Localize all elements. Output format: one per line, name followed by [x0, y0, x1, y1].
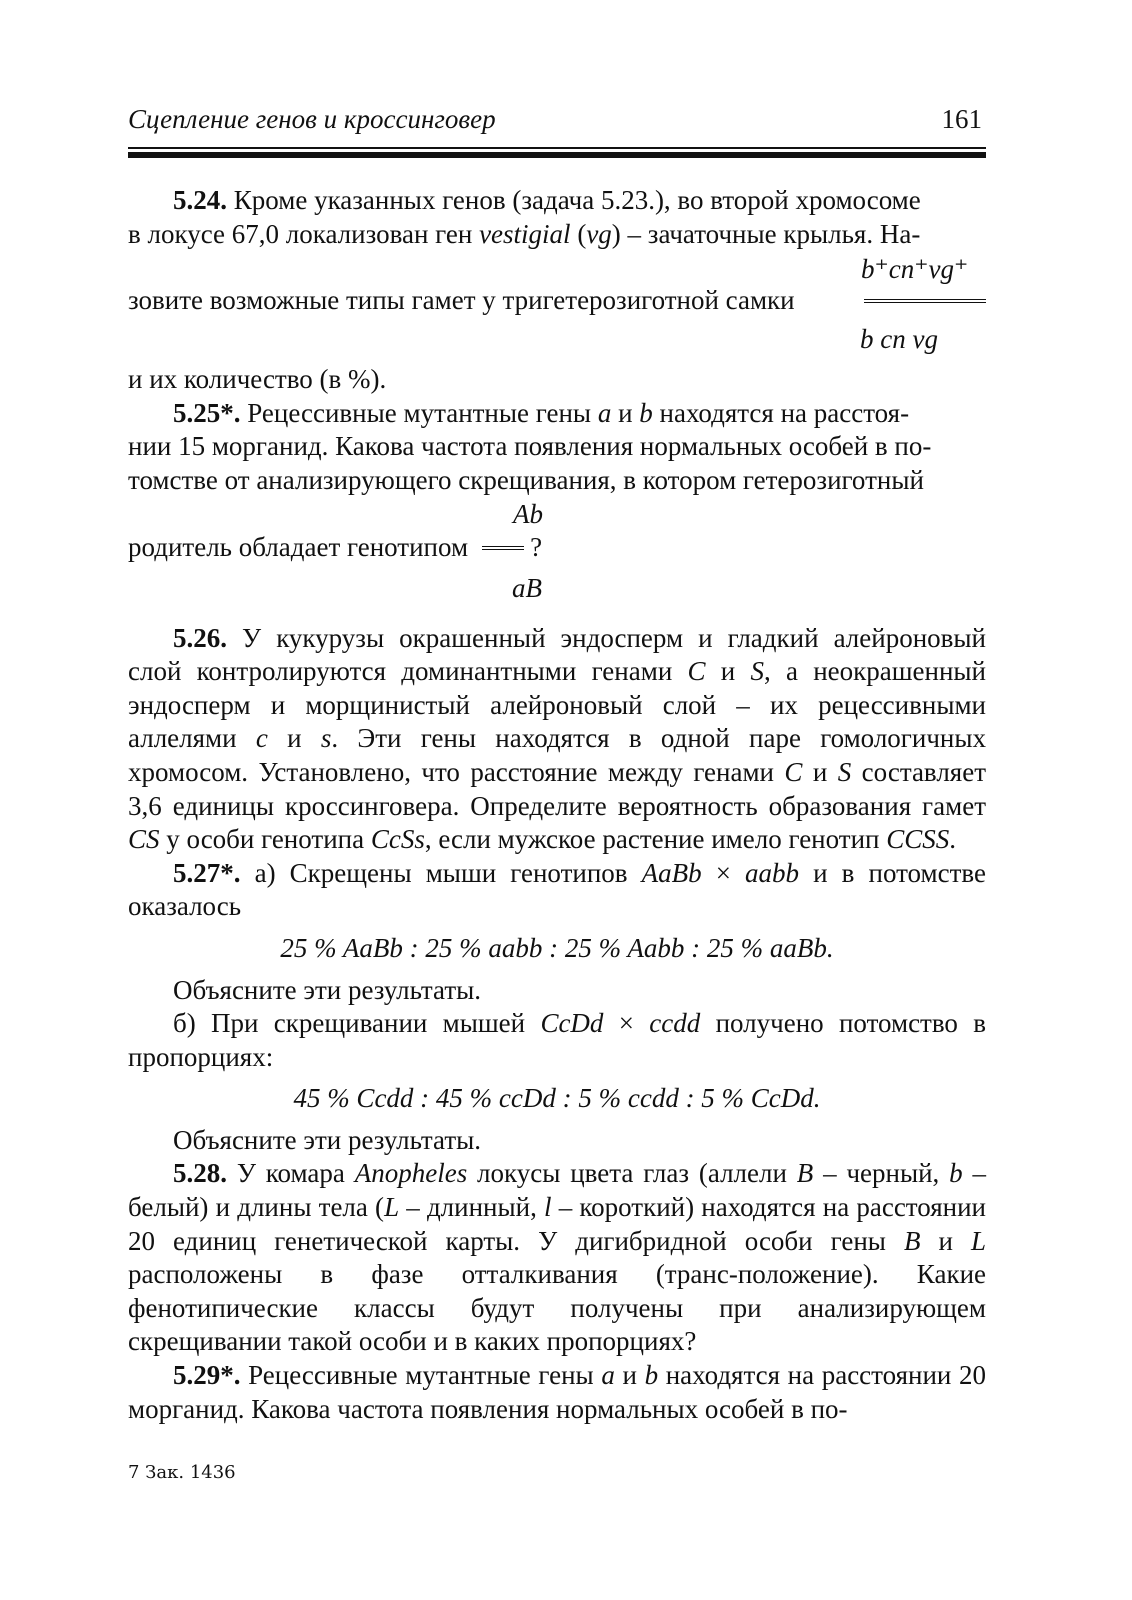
header-rule-thin [128, 147, 986, 149]
explain-line-b: Объясните эти результаты. [173, 1124, 482, 1155]
problem-number: 5.24. [173, 185, 227, 215]
fraction-double-bar [482, 546, 524, 550]
problem-number: 5.26. [173, 622, 227, 653]
header-rule-thick [128, 152, 986, 158]
problem-5-27a: 5.27*. а) Скрещены мыши генотипов AaBb × aabb и в потомстве оказалось [128, 857, 986, 922]
genotype-top: Ab [513, 498, 543, 529]
genotype-top: b⁺cn⁺vg⁺ [861, 254, 969, 285]
genotype-fraction-denominator [128, 566, 986, 622]
gene-symbol: vg [586, 218, 612, 249]
problem-5-25-line2: нии 15 морганид. Какова частота появления нормальных особей в по- [128, 431, 932, 462]
problem-number: 5.27*. [173, 857, 241, 888]
page-header [128, 104, 986, 144]
problem-5-26: 5.26. У кукурузы окрашенный эндосперм и гладкий алейроновый слой контролируются доминантными генами C и S, а неокрашенный эндосперм и морщинистый алейроновый слой – их рецессивными аллелями c и s. Эти гены находятся в одной паре гомологичных хромосом. Установлено, что расстояние между генами C и S составляет 3,6 единицы кроссинговера. Определите вероятность образования гамет CS у особи генотипа CcSs, если мужское растение имело генотип CCSS. [128, 622, 987, 855]
genotype-fraction-numerator [128, 251, 986, 283]
gene-name: vestigial [479, 218, 571, 249]
problem-number: 5.25*. [173, 397, 241, 428]
problem-number: 5.28. [173, 1158, 227, 1189]
genotype-fraction-denominator [128, 319, 986, 363]
genotype-bottom: aB [512, 572, 542, 603]
genotype-bottom: b cn vg [860, 324, 938, 355]
problem-5-25-line3: томстве от анализирующего скрещивания, в котором гетерозиготный [128, 464, 924, 495]
running-title: Сцепление генов и кроссинговер [128, 104, 496, 134]
problem-5-24-line4: и их количество (в %). [128, 364, 387, 395]
print-mark: 7 Зак. 1436 [128, 1462, 236, 1483]
explain-line-a: Объясните эти результаты. [173, 974, 482, 1005]
page-body [128, 184, 986, 1426]
problem-5-24-line3: зовите возможные типы гамет у тригетерозиготной самки [128, 283, 986, 319]
ratio-line-a: 25 % AaBb : 25 % aabb : 25 % Aabb : 25 % aaBb. [280, 932, 834, 963]
problem-5-25-line4: родитель обладает генотипом ? [128, 531, 543, 562]
fraction-double-bar [864, 299, 986, 303]
problem-5-24-line2: в локусе 67,0 локализован ген vestigial (vg) – зачаточные крылья. На- [128, 218, 921, 249]
problem-5-24-line1: 5.24. Кроме указанных генов (задача 5.23.), во второй хромосоме [173, 185, 921, 215]
problem-5-29: 5.29*. Рецессивные мутантные гены a и b находятся на расстоянии 20 морганид. Какова частота появления нормальных особей в по- [128, 1360, 986, 1424]
problem-5-28: 5.28. У комара Anopheles локусы цвета глаз (аллели B – черный, b – белый) и длины тела (L – длинный, l – короткий) находятся на расстоянии 20 единиц генетической карты. У дигибридной особи гены B и L расположены в фазе отталкивания (транс-положение). Какие фенотипические классы будут получены при анализирующем скрещивании такой особи и в каких пропорциях? [128, 1158, 986, 1357]
problem-5-25-line1: 5.25*. Рецессивные мутантные гены a и b находятся на расстоя- [173, 397, 910, 428]
ratio-line-b: 45 % Ccdd : 45 % ccDd : 5 % ccdd : 5 % CcDd. [293, 1083, 821, 1114]
page-number: 161 [941, 104, 982, 134]
problem-5-27b: б) При скрещивании мышей CcDd × ccdd получено потомство в пропорциях: [128, 1008, 986, 1072]
problem-number: 5.29*. [173, 1360, 241, 1391]
genotype-fraction-numerator [128, 498, 986, 530]
